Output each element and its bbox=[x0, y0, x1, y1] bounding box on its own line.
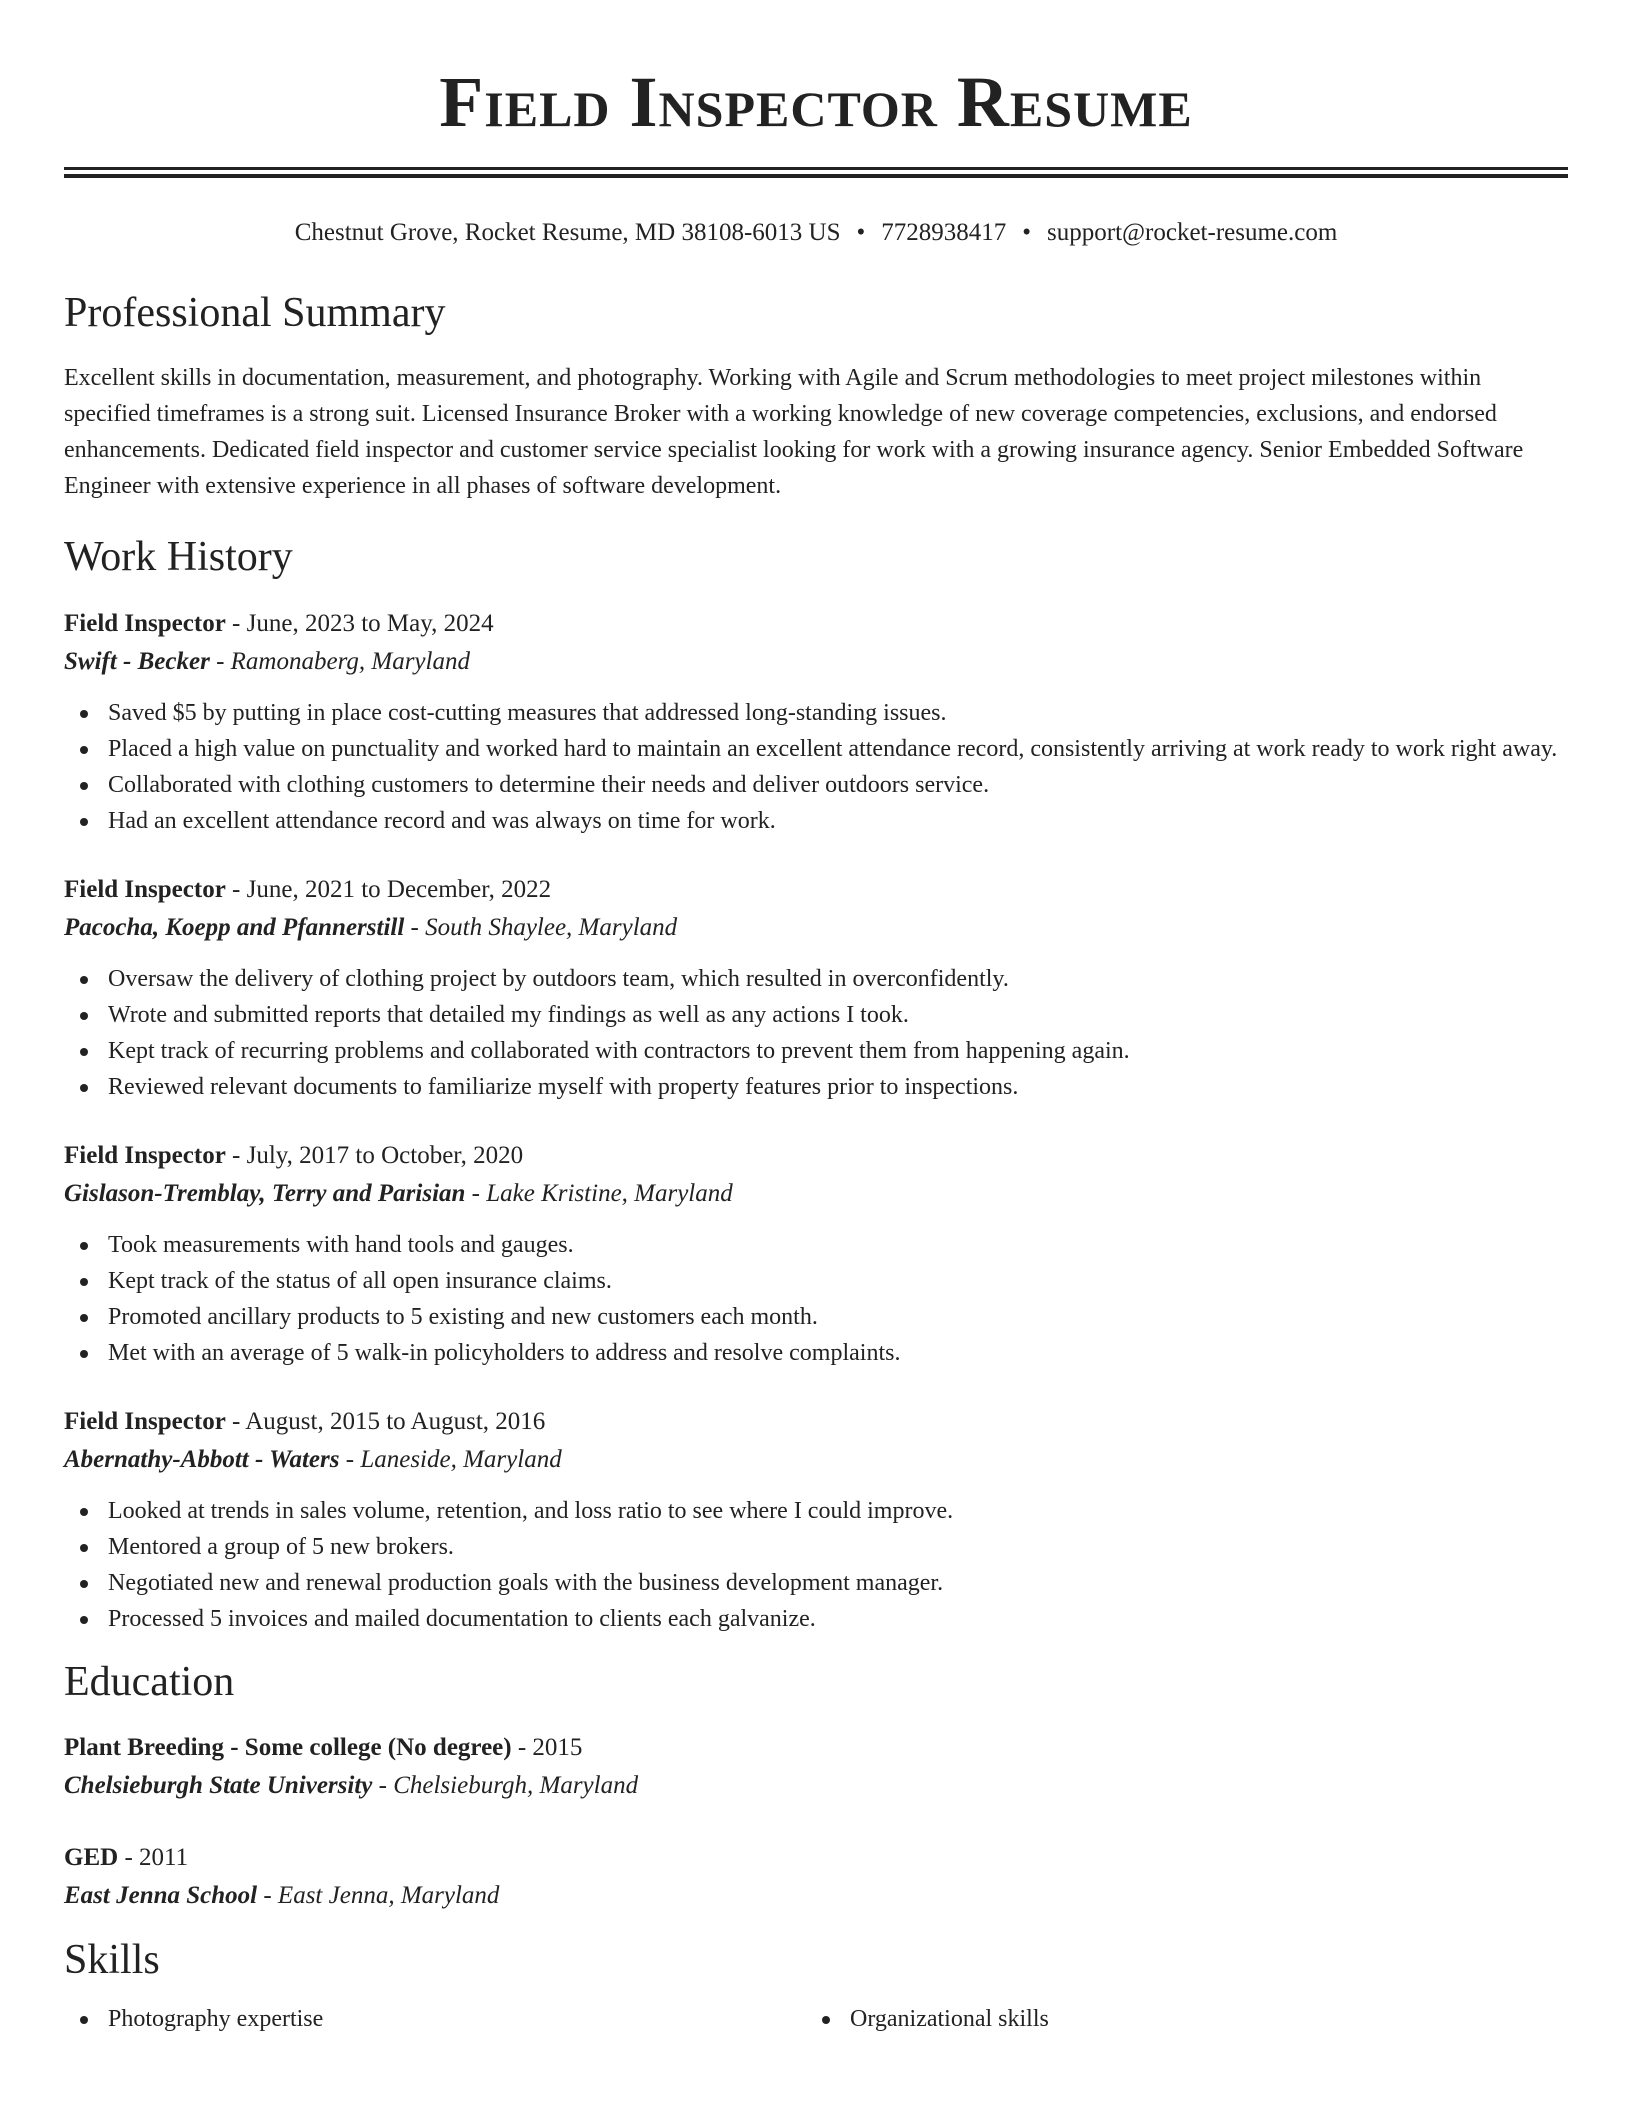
resume-page bbox=[64, 0, 1568, 2037]
job-bullets bbox=[64, 961, 1568, 1105]
job-entry bbox=[64, 1137, 1568, 1371]
job-role: Field Inspector bbox=[64, 1408, 226, 1435]
job-company: Gislason-Tremblay, Terry and Parisian bbox=[64, 1180, 466, 1207]
job-header bbox=[64, 871, 1568, 909]
list-item: Looked at trends in sales volume, retention, and loss ratio to see where I could improve. bbox=[64, 1493, 1568, 1529]
job-company-line bbox=[64, 909, 1568, 947]
job-bullets bbox=[64, 1227, 1568, 1371]
list-item: Photography expertise bbox=[64, 2001, 806, 2037]
job-dates: - August, 2015 to August, 2016 bbox=[225, 1408, 546, 1435]
education-location: - East Jenna, Maryland bbox=[257, 1882, 500, 1909]
contact-address: Chestnut Grove, Rocket Resume, MD 38108-6013 US bbox=[294, 219, 841, 246]
list-item: Mentored a group of 5 new brokers. bbox=[64, 1529, 1568, 1565]
job-company-line bbox=[64, 1441, 1568, 1479]
job-company-line bbox=[64, 643, 1568, 681]
document-title: Field Inspector Resume bbox=[439, 62, 1193, 142]
list-item: Had an excellent attendance record and was always on time for work. bbox=[64, 803, 1568, 839]
job-bullets bbox=[64, 1493, 1568, 1637]
list-item: Met with an average of 5 walk-in policyholders to address and resolve complaints. bbox=[64, 1335, 1568, 1371]
education-entry bbox=[64, 1729, 1568, 1805]
job-header bbox=[64, 1137, 1568, 1175]
job-dates: - June, 2023 to May, 2024 bbox=[225, 610, 494, 637]
list-item: Oversaw the delivery of clothing project by outdoors team, which resulted in overconfidently. bbox=[64, 961, 1568, 997]
list-item: Reviewed relevant documents to familiarize myself with property features prior to inspections. bbox=[64, 1069, 1568, 1105]
list-item: Wrote and submitted reports that detailed my findings as well as any actions I took. bbox=[64, 997, 1568, 1033]
job-role: Field Inspector bbox=[64, 610, 226, 637]
education-year: - 2011 bbox=[118, 1844, 189, 1871]
education-degree: Plant Breeding - Some college (No degree) bbox=[64, 1734, 512, 1761]
contact-separator: • bbox=[1022, 219, 1032, 246]
job-entry bbox=[64, 605, 1568, 839]
job-header bbox=[64, 605, 1568, 643]
education-school-line bbox=[64, 1877, 1568, 1915]
work-history-heading: Work History bbox=[64, 534, 293, 580]
list-item: Took measurements with hand tools and gauges. bbox=[64, 1227, 1568, 1263]
list-item: Collaborated with clothing customers to determine their needs and deliver outdoors service. bbox=[64, 767, 1568, 803]
contact-email: support@rocket-resume.com bbox=[1047, 219, 1338, 246]
contact-phone: 7728938417 bbox=[881, 219, 1007, 246]
job-role: Field Inspector bbox=[64, 1142, 226, 1169]
skills-column-right bbox=[806, 2001, 1548, 2037]
job-company: Swift - Becker bbox=[64, 648, 210, 675]
contact-separator: • bbox=[856, 219, 866, 246]
job-location: - Laneside, Maryland bbox=[339, 1446, 562, 1473]
education-school-line bbox=[64, 1767, 1568, 1805]
education-header bbox=[64, 1729, 1568, 1767]
job-role: Field Inspector bbox=[64, 876, 226, 903]
education-entry bbox=[64, 1839, 1568, 1915]
job-location: - Lake Kristine, Maryland bbox=[465, 1180, 733, 1207]
education-location: - Chelsieburgh, Maryland bbox=[372, 1772, 639, 1799]
skills-list bbox=[64, 2001, 1568, 2037]
contact-line bbox=[64, 214, 1568, 252]
education-school: Chelsieburgh State University bbox=[64, 1772, 373, 1799]
job-dates: - June, 2021 to December, 2022 bbox=[225, 876, 552, 903]
list-item: Organizational skills bbox=[806, 2001, 1548, 2037]
list-item: Processed 5 invoices and mailed documentation to clients each galvanize. bbox=[64, 1601, 1568, 1637]
education-degree: GED bbox=[64, 1844, 119, 1871]
list-item: Kept track of recurring problems and collaborated with contractors to prevent them from happening again. bbox=[64, 1033, 1568, 1069]
summary-text: Excellent skills in documentation, measurement, and photography. Working with Agile and Scrum methodologies to meet project milestones within specified timeframes is a strong suit. Licensed Insurance Broker with a working knowledge of new coverage competencies, exclusions, and endorsed enhancements. Dedicated field inspector and customer service specialist looking for work with a growing insurance agency. Senior Embedded Software Engineer with extensive experience in all phases of software development. bbox=[64, 365, 1524, 499]
skills-heading: Skills bbox=[64, 1937, 160, 1983]
job-header bbox=[64, 1403, 1568, 1441]
job-company: Abernathy-Abbott - Waters bbox=[64, 1446, 340, 1473]
job-entry bbox=[64, 1403, 1568, 1637]
list-item: Saved $5 by putting in place cost-cutting measures that addressed long-standing issues. bbox=[64, 695, 1568, 731]
skills-column-left bbox=[64, 2001, 806, 2037]
list-item: Promoted ancillary products to 5 existing and new customers each month. bbox=[64, 1299, 1568, 1335]
list-item: Negotiated new and renewal production goals with the business development manager. bbox=[64, 1565, 1568, 1601]
education-school: East Jenna School bbox=[64, 1882, 258, 1909]
job-bullets bbox=[64, 695, 1568, 839]
job-company-line bbox=[64, 1175, 1568, 1213]
job-dates: - July, 2017 to October, 2020 bbox=[225, 1142, 524, 1169]
title-divider bbox=[64, 167, 1568, 178]
job-location: - Ramonaberg, Maryland bbox=[209, 648, 470, 675]
job-entry bbox=[64, 871, 1568, 1105]
summary-heading: Professional Summary bbox=[64, 290, 446, 336]
job-location: - South Shaylee, Maryland bbox=[404, 914, 678, 941]
education-header bbox=[64, 1839, 1568, 1877]
job-company: Pacocha, Koepp and Pfannerstill bbox=[64, 914, 405, 941]
education-heading: Education bbox=[64, 1659, 235, 1705]
list-item: Kept track of the status of all open insurance claims. bbox=[64, 1263, 1568, 1299]
list-item: Placed a high value on punctuality and worked hard to maintain an excellent attendance record, consistently arriving at work ready to work right away. bbox=[64, 731, 1568, 767]
education-year: - 2015 bbox=[511, 1734, 583, 1761]
